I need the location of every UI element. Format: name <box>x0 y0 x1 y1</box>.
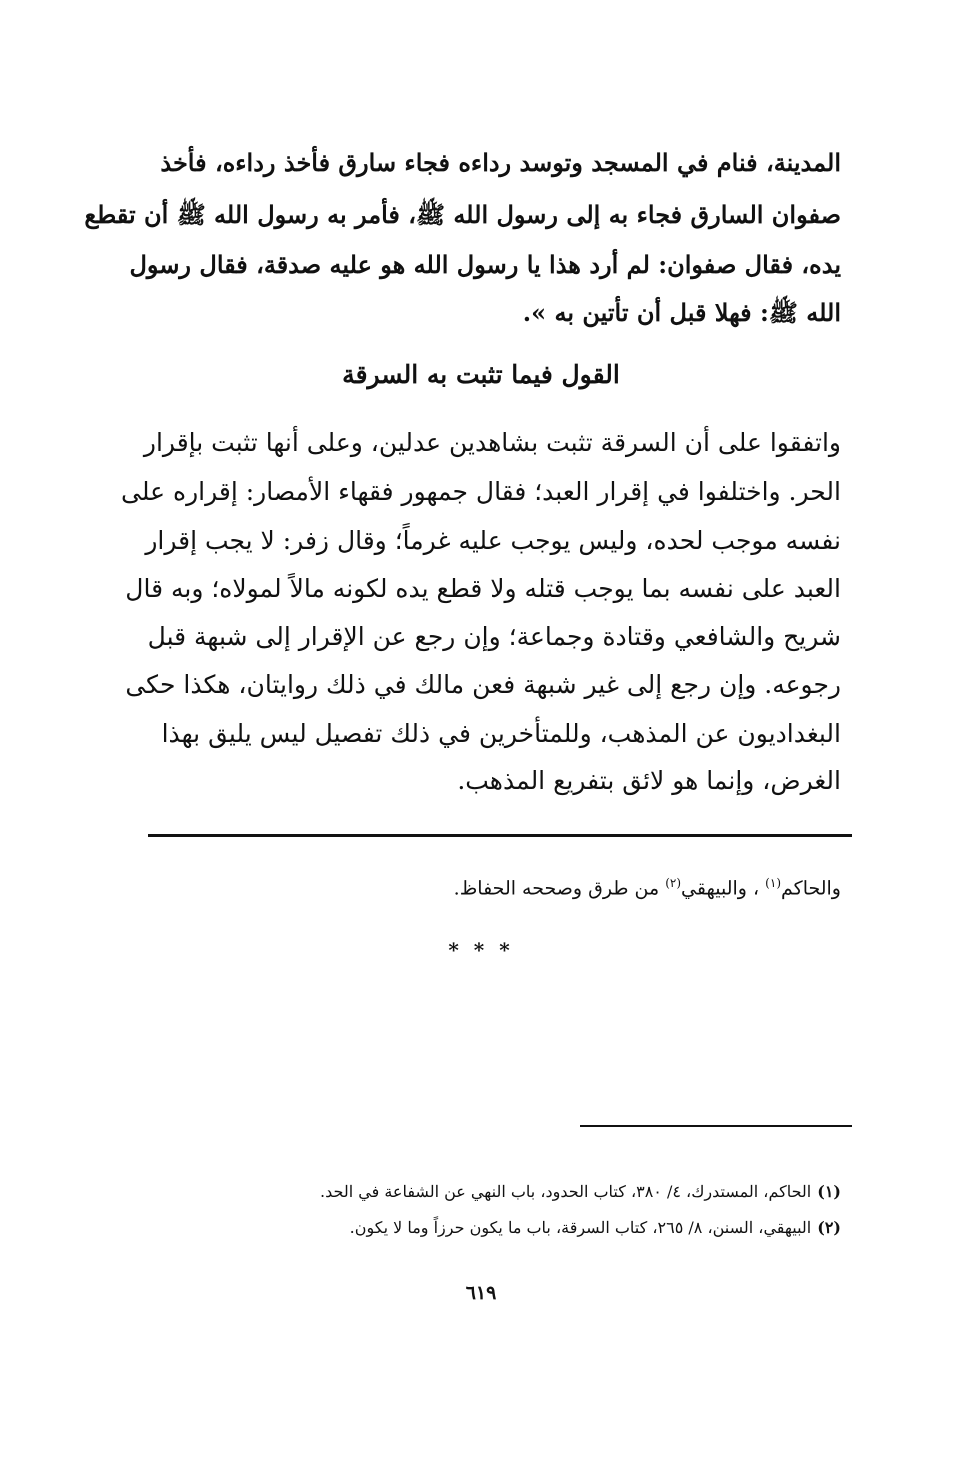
footnote-number: (٢) <box>817 1218 841 1237</box>
footnote-2 <box>350 1218 841 1237</box>
body-line-5: شريح والشافعي وقتادة وجماعة؛ وإن رجع عن الإقرار إلى شبهة قبل <box>147 622 841 651</box>
continuation-text-3: من طرق وصححه الحفاظ. <box>453 877 660 900</box>
section-heading: القول فيما تثبت به السرقة <box>342 360 620 389</box>
footnote-1 <box>320 1182 841 1201</box>
hadith-line-2: صفوان السارق فجاء به إلى رسول الله ﷺ، فأمر به رسول الله ﷺ أن تقطع <box>84 200 841 229</box>
body-line-7: البغداديون عن المذهب، وللمتأخرين في ذلك تفصيل ليس يليق بهذا <box>161 719 841 748</box>
section-separator: * * * <box>448 938 514 962</box>
continuation-text-1: والحاكم <box>781 877 841 900</box>
body-line-3: نفسه موجب لحده، وليس يوجب عليه غرماً؛ وقال زفر: لا يجب إقرار <box>145 526 841 555</box>
footnote-ref-1: (١) <box>765 876 781 890</box>
body-line-2: الحر. واختلفوا في إقرار العبد؛ فقال جمهور فقهاء الأمصار: إقراره على <box>121 477 841 506</box>
footnote-continuation <box>454 876 841 899</box>
footnote-number: (١) <box>817 1182 841 1201</box>
footnotes-rule <box>580 1125 852 1127</box>
continuation-text-2: ، والبيهقي <box>681 877 760 900</box>
body-line-1: واتفقوا على أن السرقة تثبت بشاهدين عدلين، وعلى أنها تثبت بإقرار <box>143 428 841 457</box>
footnote-divider <box>148 834 852 837</box>
body-line-8: الغرض، وإنما هو لائق بتفريع المذهب. <box>457 766 841 795</box>
hadith-line-1: المدينة، فنام في المسجد وتوسد رداءه فجاء سارق فأخذ رداءه، فأخذ <box>160 148 841 177</box>
hadith-line-3: يده، فقال صفوان: لم أرد هذا يا رسول الله هو عليه صدقة، فقال رسول <box>129 250 841 279</box>
hadith-line-4: الله ﷺ: فهلا قبل أن تأتين به ». <box>522 298 841 327</box>
footnote-text: البيهقي، السنن، ٨/ ٢٦٥، كتاب السرقة، باب ما يكون حرزاً وما لا يكون. <box>349 1218 812 1237</box>
body-line-4: العبد على نفسه بما يوجب قتله ولا قطع يده لكونه مالاً لمولاه؛ وبه قال <box>125 574 841 603</box>
footnote-ref-2: (٢) <box>665 876 682 890</box>
page-number: ٦١٩ <box>465 1282 497 1304</box>
body-line-6: رجوعه. وإن رجع إلى غير شبهة فعن مالك في ذلك روايتان، هكذا حكى <box>125 670 841 699</box>
footnote-text: الحاكم، المستدرك، ٤/ ٣٨٠، كتاب الحدود، باب النهي عن الشفاعة في الحد. <box>320 1182 812 1201</box>
